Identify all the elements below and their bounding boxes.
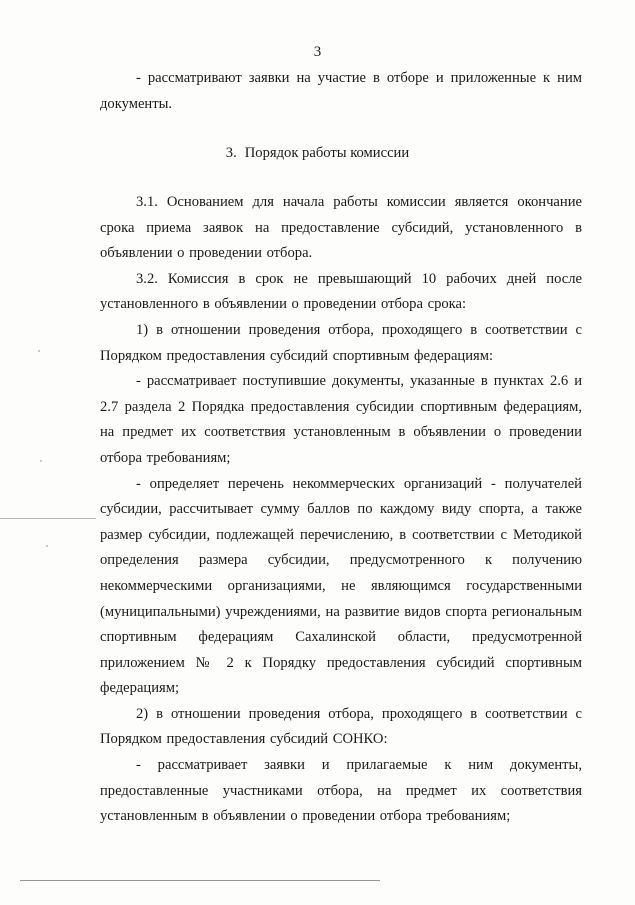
intro-paragraph: - рассматривают заявки на участие в отборе и приложенные к ним документы. bbox=[100, 70, 582, 112]
paragraph-dash-review-applications: - рассматривает заявки и прилагаемые к ним документы, предоставленные участниками отбора, на предмет их соответствия установленным в объявлении о проведении отбора требованиям; bbox=[100, 757, 582, 825]
paragraph-3-1: 3.1. Основанием для начала работы комиссии является окончание срока приема заявок на предоставление субсидий, установленного в объявлении о проведении отбора. bbox=[100, 194, 582, 262]
paragraph-3-2: 3.2. Комиссия в срок не превышающий 10 рабочих дней после установленного в объявлении о проведении отбора срока: bbox=[100, 270, 582, 313]
section-heading bbox=[0, 145, 635, 162]
paragraph-dash-review-documents: - рассматривает поступившие документы, указанные в пунктах 2.6 и 2.7 раздела 2 Порядка предоставления субсидии спортивным федерациям, на предмет их соответствия установленным в объявлении о проведении отбора требованиям; bbox=[100, 373, 582, 466]
scan-artifact-line bbox=[0, 518, 96, 519]
page-number: 3 bbox=[313, 44, 322, 60]
section-number: 3. bbox=[225, 145, 237, 161]
scan-artifact-bottom-line bbox=[20, 880, 380, 881]
intro-block bbox=[100, 66, 582, 117]
section-title: Порядок работы комиссии bbox=[244, 145, 410, 161]
scan-artifact-dot bbox=[38, 350, 40, 352]
paragraph-dash-determine-list: - определяет перечень некоммерческих организаций - получателей субсидии, рассчитывает сумму баллов по каждому виду спорта, а также размер субсидии, подлежащей перечислению, в соответствии с Методикой определения размера субсидии, предусмотренного к получению некоммерческими организациями, не являющимся государственными (муниципальными) учреждениями, на развитие видов спорта региональным спортивным федерациям Сахалинской области, предусмотренной приложением № 2 к Порядку предоставления субсидий спортивным федерациям; bbox=[100, 475, 582, 697]
scan-artifact-dot bbox=[46, 545, 48, 547]
paragraph-item-1: 1) в отношении проведения отбора, проходящего в соответствии с Порядком предоставления субсидий спортивным федерациям: bbox=[100, 321, 582, 364]
body-text bbox=[100, 190, 582, 830]
scan-artifact-dot bbox=[40, 460, 42, 462]
paragraph-item-2: 2) в отношении проведения отбора, проходящего в соответствии с Порядком предоставления субсидий СОНКО: bbox=[100, 705, 582, 748]
